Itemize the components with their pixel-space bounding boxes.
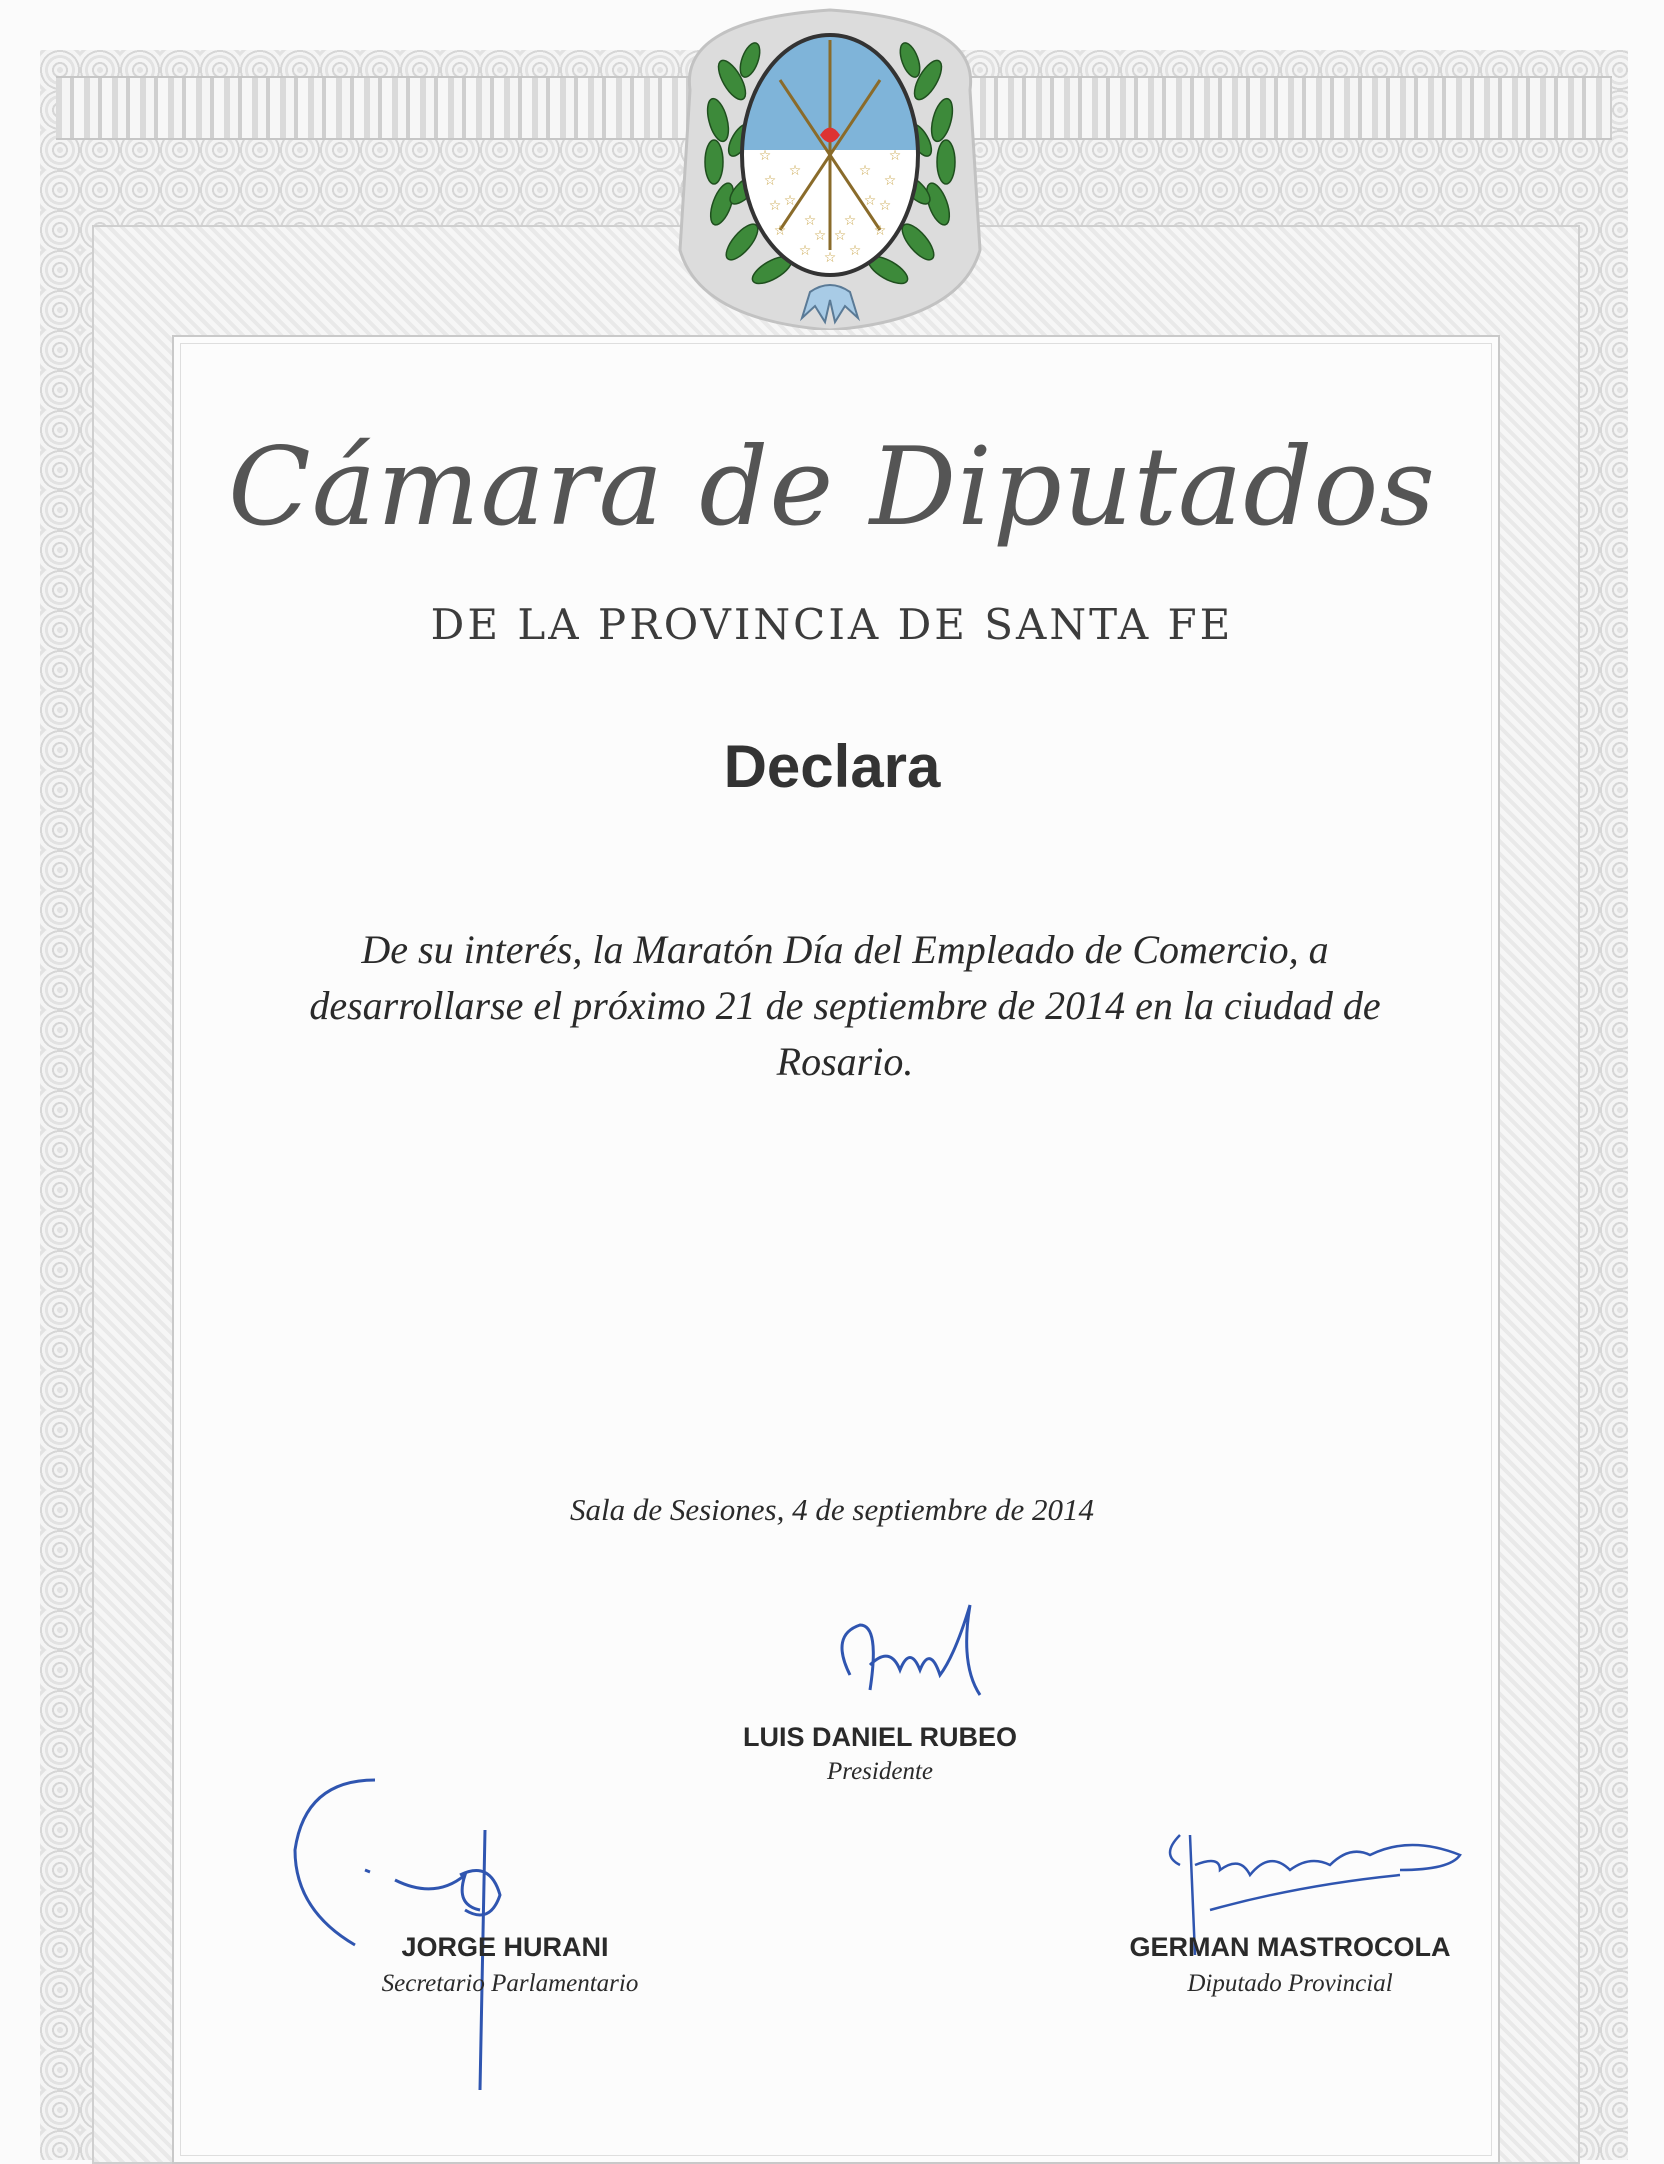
svg-text:☆: ☆ (848, 243, 862, 259)
svg-text:☆: ☆ (883, 173, 897, 189)
santa-fe-coat-of-arms-icon (660, 0, 1000, 330)
svg-text:☆: ☆ (768, 198, 782, 214)
svg-text:☆: ☆ (823, 250, 837, 266)
svg-text:☆: ☆ (833, 228, 847, 244)
secretary-name: JORGE HURANI (401, 1932, 609, 1962)
svg-text:☆: ☆ (773, 223, 787, 239)
svg-text:☆: ☆ (763, 173, 777, 189)
svg-text:☆: ☆ (873, 223, 887, 239)
president-name: LUIS DANIEL RUBEO (742, 1722, 1018, 1752)
province-subtitle: DE LA PROVINCIA DE SANTA FE (430, 600, 1234, 649)
session-date-line: Sala de Sesiones, 4 de septiembre de 2014 (569, 1492, 1095, 1527)
svg-text:☆: ☆ (758, 148, 772, 164)
president-role: Presidente (827, 1758, 933, 1785)
svg-text:☆: ☆ (798, 243, 812, 259)
declaration-body: De su interés, la Maratón Día del Empleado de Comercio, a desarrollarse el próximo 21 de septiembre de 2014 en la ciudad de Rosario. (309, 927, 1381, 1084)
svg-text:☆: ☆ (878, 198, 892, 214)
declaration-heading: Declara (723, 733, 941, 800)
svg-text:☆: ☆ (803, 213, 817, 229)
deputy-name: GERMAN MASTROCOLA (1129, 1932, 1451, 1962)
svg-text:☆: ☆ (858, 163, 872, 179)
chamber-title: Cámara de Diputados (228, 425, 1436, 550)
svg-text:☆: ☆ (843, 213, 857, 229)
svg-text:☆: ☆ (863, 193, 877, 209)
svg-text:☆: ☆ (788, 163, 802, 179)
svg-text:☆: ☆ (813, 228, 827, 244)
svg-text:☆: ☆ (783, 193, 797, 209)
deputy-role: Diputado Provincial (1187, 1970, 1393, 1997)
svg-text:☆: ☆ (888, 148, 902, 164)
secretary-role: Secretario Parlamentario (381, 1970, 639, 1997)
